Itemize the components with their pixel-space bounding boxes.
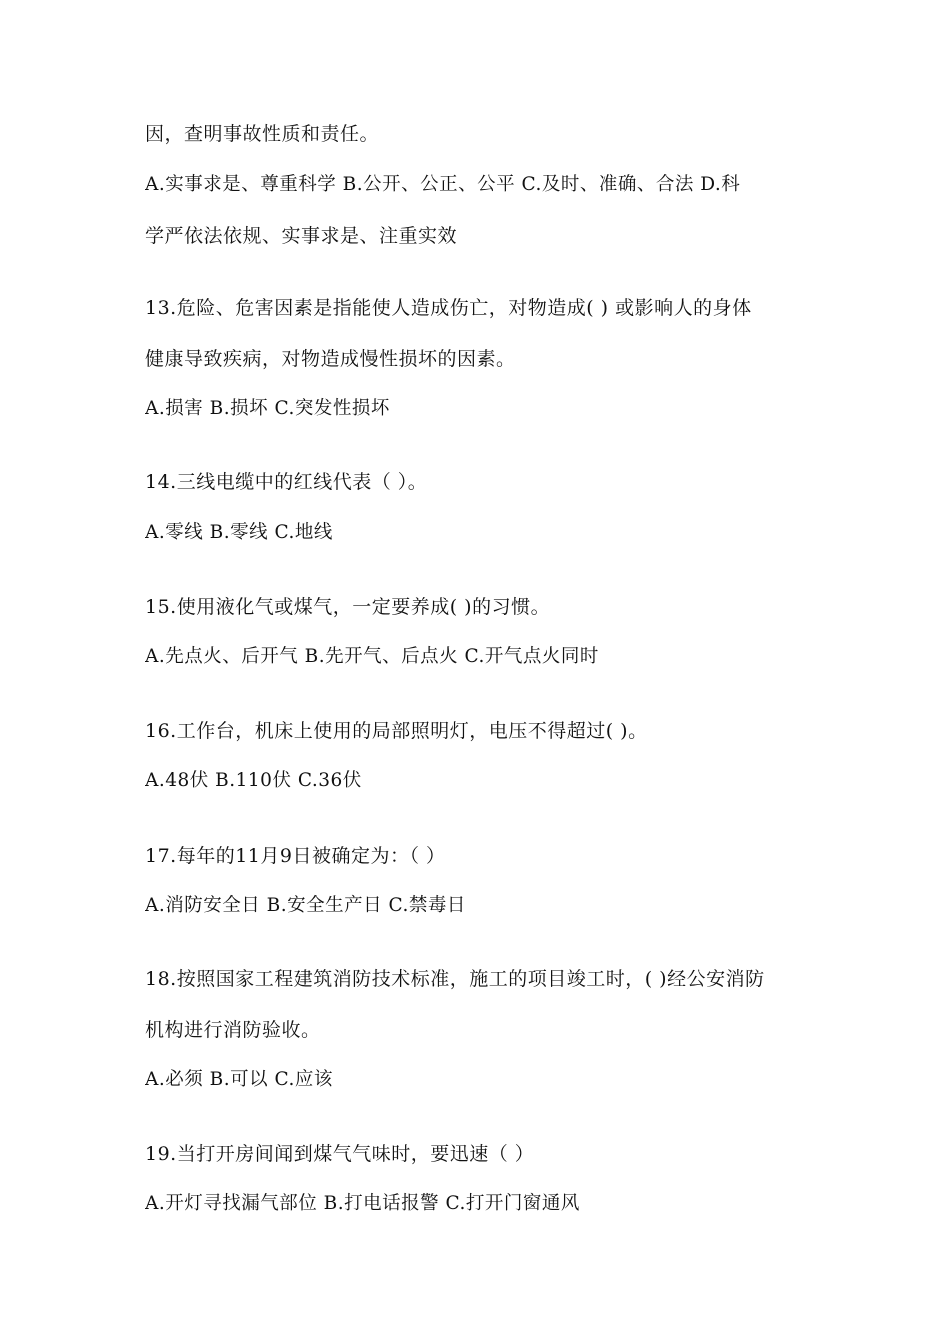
q17-options: A.消防安全日 B.安全生产日 C.禁毒日 xyxy=(145,895,466,916)
q15-question: 15.使用液化气或煤气，一定要养成( )的习惯。 xyxy=(145,596,551,618)
q18-options: A.必须 B.可以 C.应该 xyxy=(145,1069,333,1090)
text-line-continuation: 因，查明事故性质和责任。 xyxy=(145,123,380,145)
q18-question-line-1: 18.按照国家工程建筑消防技术标准，施工的项目竣工时，( )经公安消防 xyxy=(145,968,765,990)
q18-question-line-2: 机构进行消防验收。 xyxy=(145,1019,321,1041)
q13-options: A.损害 B.损坏 C.突发性损坏 xyxy=(145,398,390,419)
q14-options: A.零线 B.零线 C.地线 xyxy=(145,522,333,543)
q13-question-line-1: 13.危险、危害因素是指能使人造成伤亡，对物造成( ) 或影响人的身体 xyxy=(145,297,752,319)
q19-options: A.开灯寻找漏气部位 B.打电话报警 C.打开门窗通风 xyxy=(145,1193,580,1214)
q14-question: 14.三线电缆中的红线代表（ ）。 xyxy=(145,471,428,493)
q16-question: 16.工作台，机床上使用的局部照明灯，电压不得超过( )。 xyxy=(145,720,648,742)
q13-question-line-2: 健康导致疾病，对物造成慢性损坏的因素。 xyxy=(145,348,516,370)
q12-options-line-2: 学严依法依规、实事求是、注重实效 xyxy=(145,225,458,247)
q15-options: A.先点火、后开气 B.先开气、后点火 C.开气点火同时 xyxy=(145,646,599,667)
q17-question: 17.每年的11月9日被确定为：（ ） xyxy=(145,845,446,867)
q12-options-line-1: A.实事求是、尊重科学 B.公开、公正、公平 C.及时、准确、合法 D.科 xyxy=(145,174,741,195)
q16-options: A.48伏 B.110伏 C.36伏 xyxy=(145,770,362,791)
q19-question: 19.当打开房间闻到煤气气味时，要迅速（ ） xyxy=(145,1143,535,1165)
